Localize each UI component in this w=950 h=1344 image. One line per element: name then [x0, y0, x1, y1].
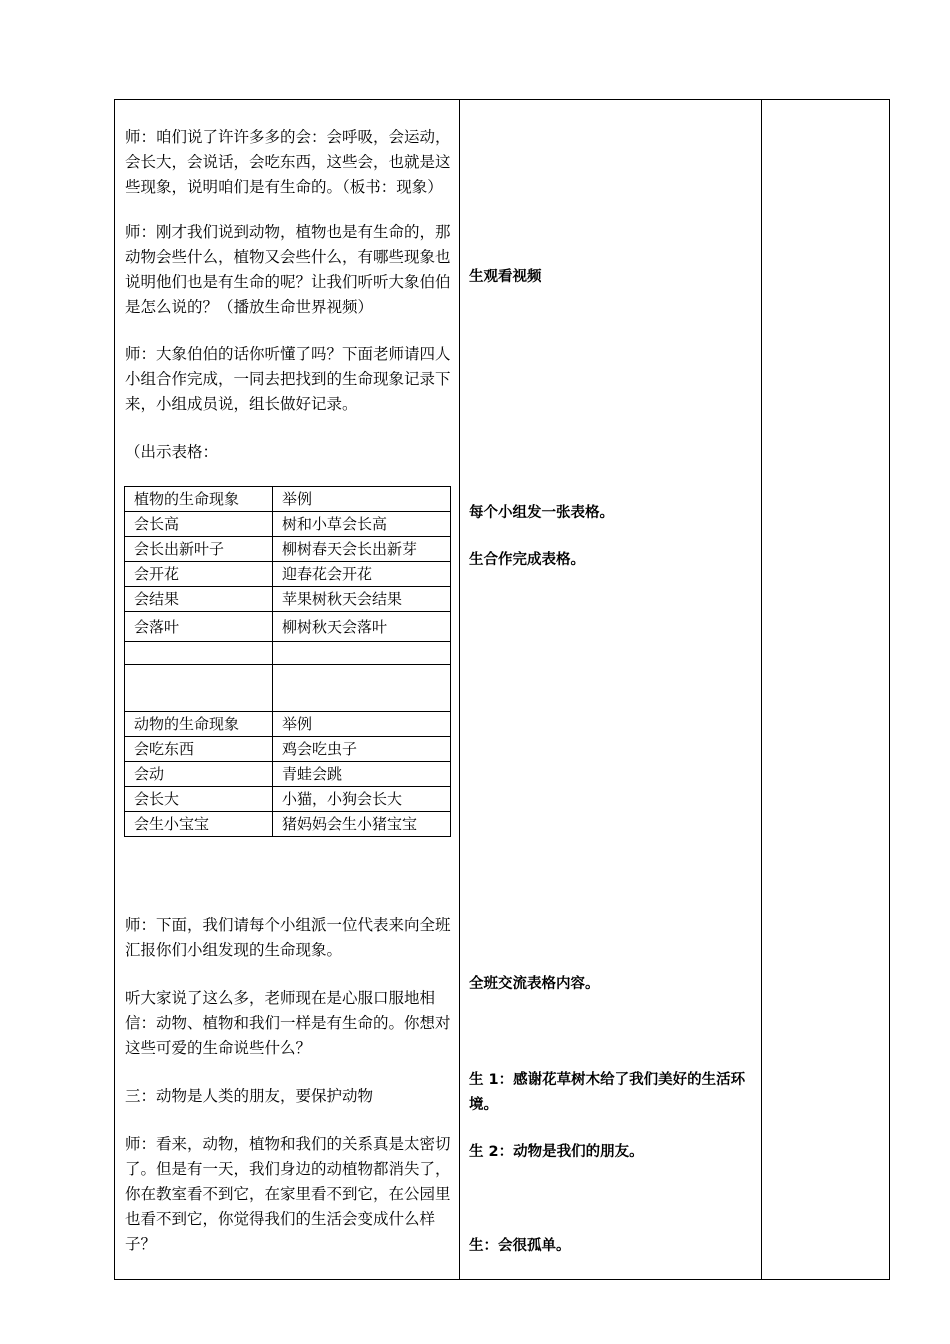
teacher-paragraph: 师：下面，我们请每个小组派一位代表来向全班汇报你们小组发现的生命现象。: [125, 916, 451, 959]
table-cell: 会开花: [125, 562, 273, 587]
table-row: [125, 612, 451, 642]
student-activity: 全班交流表格内容。: [469, 976, 600, 992]
table-row: [125, 537, 451, 562]
table-row: [125, 812, 451, 837]
table-header-row: [125, 712, 451, 737]
teacher-paragraph: 师：刚才我们说到动物，植物也是有生命的，那动物会些什么，植物又会些什么，有哪些现象也说明他们也是有生命的呢？让我们听听大象伯伯是怎么说的？（播放生命世界视频）: [125, 223, 451, 316]
table-cell: 青蛙会跳: [273, 762, 451, 787]
column-divider: [761, 100, 762, 1279]
table-cell: 会结果: [125, 587, 273, 612]
teacher-paragraph: 师：大象伯伯的话你听懂了吗？下面老师请四人小组合作完成，一同去把找到的生命现象记录下来，小组成员说，组长做好记录。: [125, 345, 451, 413]
student-activity: 生观看视频: [469, 269, 542, 285]
table-cell: 柳树春天会长出新芽: [273, 537, 451, 562]
table-cell: 小猫，小狗会长大: [273, 787, 451, 812]
table-cell: 举例: [273, 712, 451, 737]
table-cell: 会落叶: [125, 612, 273, 642]
lesson-plan-table: [114, 99, 890, 1280]
teacher-paragraph: 听大家说了这么多，老师现在是心服口服地相信：动物、植物和我们一样是有生命的。你想对这些可爱的生命说些什么？: [125, 989, 451, 1057]
table-cell: 树和小草会长高: [273, 512, 451, 537]
table-cell: 迎春花会开花: [273, 562, 451, 587]
table-row: [125, 762, 451, 787]
table-row: [125, 642, 451, 665]
table-row: [125, 562, 451, 587]
student-activity: 生 1：感谢花草树木给了我们美好的生活环境。: [469, 1072, 746, 1113]
table-cell: [125, 665, 273, 712]
section-heading: 三：动物是人类的朋友，要保护动物: [125, 1087, 374, 1105]
table-cell: 苹果树秋天会结果: [273, 587, 451, 612]
table-cell: 会动: [125, 762, 273, 787]
student-activity: 生合作完成表格。: [469, 552, 585, 568]
column-divider: [459, 100, 460, 1279]
table-header-row: [125, 487, 451, 512]
table-cell: 柳树秋天会落叶: [273, 612, 451, 642]
table-cell: 会吃东西: [125, 737, 273, 762]
table-cell: [125, 642, 273, 665]
table-cell: 会长高: [125, 512, 273, 537]
teacher-paragraph: （出示表格：: [125, 443, 219, 461]
table-cell: [273, 665, 451, 712]
table-cell: 会长出新叶子: [125, 537, 273, 562]
table-cell: 动物的生命现象: [125, 712, 273, 737]
student-activity: 生：会很孤单。: [469, 1238, 571, 1254]
student-activity: 生 2：动物是我们的朋友。: [469, 1144, 644, 1160]
life-phenomena-table: [124, 486, 451, 837]
table-cell: 猪妈妈会生小猪宝宝: [273, 812, 451, 837]
teacher-paragraph: 师：看来，动物，植物和我们的关系真是太密切了。但是有一天，我们身边的动植物都消失了，你在教室看不到它，在家里看不到它，在公园里也看不到它，你觉得我们的生活会变成什么样子？: [125, 1135, 451, 1253]
table-row: [125, 787, 451, 812]
teacher-paragraph: 师：咱们说了许许多多的会：会呼吸，会运动，会长大，会说话，会吃东西，这些会，也就是这些现象，说明咱们是有生命的。（板书：现象）: [125, 128, 451, 196]
table-cell: 举例: [273, 487, 451, 512]
table-row: [125, 665, 451, 712]
table-row: [125, 512, 451, 537]
table-cell: 植物的生命现象: [125, 487, 273, 512]
table-cell: [273, 642, 451, 665]
table-cell: 会生小宝宝: [125, 812, 273, 837]
table-row: [125, 737, 451, 762]
table-cell: 鸡会吃虫子: [273, 737, 451, 762]
table-cell: 会长大: [125, 787, 273, 812]
student-activity: 每个小组发一张表格。: [469, 505, 614, 521]
table-row: [125, 587, 451, 612]
